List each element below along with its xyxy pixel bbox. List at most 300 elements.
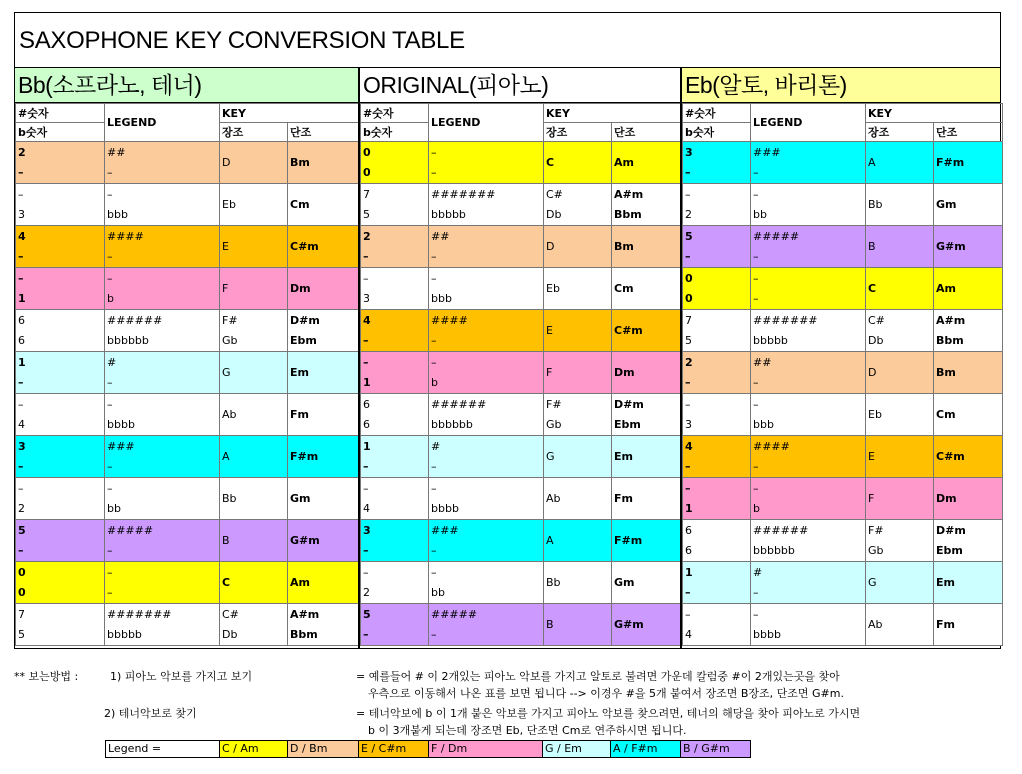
major-key: F: [868, 492, 875, 505]
sharp-count: 2: [685, 356, 693, 369]
header-major: 장조: [866, 123, 934, 142]
accidental-count-cell: [683, 436, 751, 478]
major-key-cell: [544, 184, 612, 226]
flat-count: 1: [685, 502, 693, 515]
accidental-count-cell: [683, 226, 751, 268]
flat-signs: b: [753, 502, 760, 515]
minor-key-cell: [288, 310, 359, 352]
minor-key: F#m: [614, 534, 643, 547]
minor-key: C#m: [290, 240, 319, 253]
major-key-cell: [544, 226, 612, 268]
major-key-cell: [220, 394, 288, 436]
flat-count: 3: [18, 208, 25, 221]
legend-cell: [751, 184, 866, 226]
major-key: D: [868, 366, 877, 379]
major-key-alt: Gb: [222, 334, 238, 347]
minor-key: Gm: [614, 576, 635, 589]
major-key-cell: [544, 394, 612, 436]
legend-cell: [429, 520, 544, 562]
table-row: [683, 184, 1003, 226]
legend-cell: [429, 562, 544, 604]
flat-count: 6: [18, 334, 25, 347]
flat-count: 2: [18, 502, 25, 515]
sharp-signs: #####: [431, 608, 478, 621]
minor-key: Dm: [614, 366, 635, 379]
major-key: C#: [222, 608, 239, 621]
flat-count: 4: [363, 502, 370, 515]
minor-key-cell: [288, 562, 359, 604]
header-sharp-count: #숫자: [16, 104, 105, 123]
legend-cell: [751, 352, 866, 394]
minor-key-cell: [934, 142, 1003, 184]
sharp-count: 3: [363, 524, 371, 537]
minor-key: G#m: [290, 534, 320, 547]
header-minor: 단조: [934, 123, 1003, 142]
legend-bar: [105, 740, 751, 758]
note-item-2-line-1: = 테너악보에 b 이 1개 붙은 악보를 가지고 피아노 악보를 찾으려면, 테너의 해당을 찾아 피아노로 가시면: [356, 707, 861, 720]
minor-key-cell: [288, 478, 359, 520]
table-row: [16, 142, 359, 184]
accidental-count-cell: [16, 310, 105, 352]
accidental-count-cell: [16, 604, 105, 646]
table-row: [16, 562, 359, 604]
sharp-signs: –: [107, 482, 113, 495]
major-key-cell: [220, 226, 288, 268]
major-key-cell: [866, 436, 934, 478]
sharp-count: 7: [685, 314, 692, 327]
notes-label: ** 보는방법 :: [14, 670, 79, 683]
flat-signs: –: [753, 292, 759, 305]
major-key: B: [222, 534, 230, 547]
header-row: [683, 104, 1003, 123]
accidental-count-cell: [683, 268, 751, 310]
accidental-count-cell: [361, 478, 429, 520]
flat-count: 5: [685, 334, 692, 347]
sharp-signs: ###: [753, 146, 781, 159]
flat-signs: –: [431, 460, 437, 473]
major-key: E: [868, 450, 875, 463]
legend-cell: [751, 268, 866, 310]
major-key-cell: [220, 562, 288, 604]
sharp-signs: ##: [107, 146, 126, 159]
major-key: D: [546, 240, 555, 253]
minor-key: Dm: [290, 282, 311, 295]
table-row: [361, 226, 683, 268]
flat-count: 6: [685, 544, 692, 557]
sharp-count: 2: [18, 146, 26, 159]
flat-count: 4: [18, 418, 25, 431]
accidental-count-cell: [361, 604, 429, 646]
legend-cell: [429, 310, 544, 352]
major-key-cell: [220, 310, 288, 352]
table-row: [16, 226, 359, 268]
sharp-count: 0: [685, 272, 693, 285]
minor-key-cell: [612, 268, 683, 310]
minor-key-cell: [612, 604, 683, 646]
accidental-count-cell: [361, 268, 429, 310]
sharp-signs: #####: [107, 524, 154, 537]
accidental-count-cell: [683, 520, 751, 562]
sharp-signs: ######: [431, 398, 487, 411]
legend-cell: [105, 310, 220, 352]
header-key: KEY: [866, 104, 1003, 123]
sharp-count: –: [18, 398, 24, 411]
major-key: Bb: [222, 492, 237, 505]
major-key: Eb: [868, 408, 882, 421]
table-row: [16, 310, 359, 352]
flat-count: –: [363, 460, 369, 473]
legend-cell: [429, 436, 544, 478]
header-major: 장조: [220, 123, 288, 142]
minor-key-cell: [288, 226, 359, 268]
major-key-cell: [866, 562, 934, 604]
major-key: Bb: [868, 198, 883, 211]
minor-key-alt: Ebm: [936, 544, 963, 557]
flat-signs: –: [753, 250, 759, 263]
minor-key: Cm: [936, 408, 956, 421]
sharp-count: –: [685, 398, 691, 411]
legend-cell: [105, 604, 220, 646]
minor-key: Dm: [936, 492, 957, 505]
major-key-cell: [544, 562, 612, 604]
table-row: [16, 604, 359, 646]
major-key-alt: Db: [222, 628, 238, 641]
sharp-signs: –: [107, 272, 113, 285]
major-key: G: [546, 450, 555, 463]
sharp-count: 6: [363, 398, 370, 411]
flat-signs: bbbb: [753, 628, 781, 641]
major-key: Bb: [546, 576, 561, 589]
legend-cell: [751, 520, 866, 562]
header-major: 장조: [544, 123, 612, 142]
flat-count: –: [18, 460, 24, 473]
table-row: [361, 142, 683, 184]
table-row: [683, 478, 1003, 520]
minor-key-alt: Bbm: [936, 334, 964, 347]
note-item-1-line-1: = 예를들어 # 이 2개있는 피아노 악보를 가지고 알토로 불려면 가운데 칼럼중 #이 2개있는곳을 찾아: [356, 670, 840, 683]
flat-count: 3: [685, 418, 692, 431]
minor-key: Em: [290, 366, 309, 379]
legend-cell: [105, 268, 220, 310]
legend-cell: [105, 394, 220, 436]
flat-signs: bbbb: [107, 418, 135, 431]
major-key-cell: [866, 310, 934, 352]
flat-count: –: [18, 250, 24, 263]
major-key-cell: [544, 520, 612, 562]
flat-signs: –: [107, 376, 113, 389]
sharp-count: 7: [363, 188, 370, 201]
flat-signs: –: [107, 460, 113, 473]
minor-key: F#m: [936, 156, 965, 169]
sharp-count: –: [363, 566, 369, 579]
minor-key: D#m: [290, 314, 320, 327]
minor-key: Am: [936, 282, 956, 295]
major-key: B: [546, 618, 554, 631]
flat-signs: –: [431, 250, 437, 263]
flat-count: 6: [363, 418, 370, 431]
sharp-count: 4: [18, 230, 26, 243]
major-key-cell: [220, 604, 288, 646]
flat-signs: b: [107, 292, 114, 305]
legend-swatch: B / G#m: [681, 741, 750, 757]
minor-key-cell: [612, 184, 683, 226]
flat-signs: –: [753, 166, 759, 179]
flat-signs: –: [107, 586, 113, 599]
legend-swatch: D / Bm: [288, 741, 359, 757]
header-sharp-count: #숫자: [683, 104, 751, 123]
minor-key: Bm: [936, 366, 956, 379]
minor-key-cell: [288, 436, 359, 478]
accidental-count-cell: [361, 226, 429, 268]
minor-key-cell: [288, 394, 359, 436]
major-key: Ab: [222, 408, 237, 421]
page-title: SAXOPHONE KEY CONVERSION TABLE: [15, 13, 1000, 68]
legend-cell: [105, 562, 220, 604]
accidental-count-cell: [683, 142, 751, 184]
accidental-count-cell: [16, 562, 105, 604]
minor-key-cell: [612, 520, 683, 562]
legend-cell: [105, 226, 220, 268]
accidental-count-cell: [16, 142, 105, 184]
table-row: [16, 436, 359, 478]
accidental-count-cell: [683, 352, 751, 394]
legend-cell: [105, 436, 220, 478]
major-key: A: [868, 156, 876, 169]
sharp-count: –: [363, 356, 369, 369]
flat-count: 0: [363, 166, 371, 179]
major-key-cell: [220, 142, 288, 184]
sharp-signs: ####: [107, 230, 144, 243]
major-key: C: [546, 156, 555, 169]
table-row: [16, 520, 359, 562]
minor-key: Am: [614, 156, 634, 169]
flat-signs: bbbbb: [753, 334, 788, 347]
major-key-alt: Gb: [868, 544, 884, 557]
minor-key-cell: [612, 478, 683, 520]
flat-signs: –: [107, 166, 113, 179]
minor-key-cell: [934, 226, 1003, 268]
flat-count: 2: [685, 208, 692, 221]
flat-signs: –: [431, 166, 437, 179]
sharp-signs: –: [431, 146, 437, 159]
legend-cell: [751, 604, 866, 646]
table-row: [361, 394, 683, 436]
minor-key-cell: [288, 142, 359, 184]
major-key: F: [546, 366, 553, 379]
major-key: G: [222, 366, 231, 379]
minor-key: Cm: [290, 198, 310, 211]
legend-cell: [105, 142, 220, 184]
minor-key: Am: [290, 576, 310, 589]
header-minor: 단조: [288, 123, 359, 142]
legend-swatch: F / Dm: [429, 741, 543, 757]
minor-key-cell: [612, 142, 683, 184]
table-row: [683, 310, 1003, 352]
legend-cell: [105, 352, 220, 394]
flat-count: –: [18, 376, 24, 389]
major-key: B: [868, 240, 876, 253]
table-row: [683, 268, 1003, 310]
sharp-count: –: [18, 272, 24, 285]
sharp-count: 3: [685, 146, 693, 159]
sharp-count: 1: [18, 356, 26, 369]
accidental-count-cell: [361, 142, 429, 184]
table-row: [683, 562, 1003, 604]
sharp-count: 5: [18, 524, 26, 537]
accidental-count-cell: [683, 310, 751, 352]
accidental-count-cell: [16, 184, 105, 226]
sharp-signs: #######: [753, 314, 818, 327]
section-0: [15, 68, 358, 648]
flat-count: 0: [685, 292, 693, 305]
major-key: C: [868, 282, 877, 295]
minor-key-cell: [934, 268, 1003, 310]
flat-signs: –: [753, 376, 759, 389]
major-key-cell: [866, 352, 934, 394]
note-item-1-line-2: 우측으로 이동해서 나온 표를 보면 됩니다 --> 이경우 #을 5개 붙여서 장조면 B장조, 단조면 G#m.: [368, 687, 844, 700]
flat-count: –: [363, 250, 369, 263]
flat-count: –: [363, 628, 369, 641]
minor-key: A#m: [614, 188, 644, 201]
sharp-count: 4: [363, 314, 371, 327]
minor-key-cell: [288, 184, 359, 226]
legend-cell: [751, 394, 866, 436]
header-row: [361, 104, 683, 123]
major-key-cell: [220, 478, 288, 520]
header-legend: LEGEND: [105, 104, 220, 142]
accidental-count-cell: [16, 352, 105, 394]
note-item-2: 2) 테너악보로 찾기: [104, 707, 197, 720]
minor-key-cell: [612, 310, 683, 352]
sharp-count: –: [685, 188, 691, 201]
accidental-count-cell: [16, 226, 105, 268]
legend-swatch: G / Em: [543, 741, 611, 757]
legend-cell: [429, 478, 544, 520]
minor-key: D#m: [936, 524, 966, 537]
legend-cell: [429, 226, 544, 268]
sharp-signs: –: [431, 272, 437, 285]
table-row: [361, 604, 683, 646]
accidental-count-cell: [16, 436, 105, 478]
sharp-signs: #: [431, 440, 441, 453]
legend-swatch: C / Am: [220, 741, 288, 757]
sharp-signs: –: [107, 566, 113, 579]
flat-signs: –: [753, 586, 759, 599]
flat-signs: bb: [107, 502, 121, 515]
header-sharp-count: #숫자: [361, 104, 429, 123]
minor-key-cell: [612, 226, 683, 268]
accidental-count-cell: [16, 520, 105, 562]
minor-key: Fm: [614, 492, 633, 505]
major-key-cell: [544, 352, 612, 394]
minor-key: Gm: [290, 492, 311, 505]
accidental-count-cell: [16, 268, 105, 310]
minor-key: Fm: [936, 618, 955, 631]
table-row: [16, 352, 359, 394]
sharp-count: 1: [685, 566, 693, 579]
table-row: [361, 436, 683, 478]
table-row: [683, 436, 1003, 478]
minor-key-cell: [934, 184, 1003, 226]
major-key-cell: [544, 310, 612, 352]
major-key: D: [222, 156, 231, 169]
major-key: Eb: [222, 198, 236, 211]
table-row: [683, 226, 1003, 268]
flat-signs: bbbbb: [107, 628, 142, 641]
accidental-count-cell: [361, 520, 429, 562]
flat-count: –: [363, 544, 369, 557]
minor-key-cell: [934, 352, 1003, 394]
flat-count: –: [685, 166, 691, 179]
table-row: [16, 478, 359, 520]
flat-count: 1: [363, 376, 371, 389]
major-key-cell: [866, 478, 934, 520]
legend-cell: [429, 352, 544, 394]
major-key: Eb: [546, 282, 560, 295]
flat-signs: bbbbbb: [107, 334, 149, 347]
accidental-count-cell: [16, 394, 105, 436]
sharp-signs: ######: [107, 314, 163, 327]
legend-cell: [751, 436, 866, 478]
flat-count: –: [363, 334, 369, 347]
legend-cell: [429, 184, 544, 226]
sharp-signs: #######: [431, 188, 496, 201]
legend-cell: [429, 268, 544, 310]
sharp-count: 4: [685, 440, 693, 453]
legend-swatch: E / C#m: [359, 741, 429, 757]
minor-key: Em: [936, 576, 955, 589]
sharp-signs: –: [107, 188, 113, 201]
flat-count: –: [18, 166, 24, 179]
flat-signs: –: [431, 628, 437, 641]
sharp-signs: –: [753, 608, 759, 621]
sharp-signs: ###: [431, 524, 459, 537]
flat-signs: bbb: [431, 292, 452, 305]
sharp-signs: –: [753, 272, 759, 285]
table-row: [361, 352, 683, 394]
flat-signs: bbb: [753, 418, 774, 431]
section-2: [680, 68, 1000, 648]
sharp-count: –: [685, 608, 691, 621]
sharp-count: –: [363, 272, 369, 285]
minor-key: Bm: [614, 240, 634, 253]
table-row: [361, 478, 683, 520]
table-row: [683, 520, 1003, 562]
major-key-cell: [220, 268, 288, 310]
table-row: [683, 352, 1003, 394]
flat-signs: bbb: [107, 208, 128, 221]
minor-key: D#m: [614, 398, 644, 411]
legend-cell: [429, 604, 544, 646]
flat-signs: –: [431, 544, 437, 557]
legend-cell: [105, 520, 220, 562]
major-key-cell: [866, 184, 934, 226]
major-key-cell: [544, 436, 612, 478]
major-key: Ab: [868, 618, 883, 631]
minor-key: Cm: [614, 282, 634, 295]
flat-signs: –: [107, 250, 113, 263]
legend-cell: [751, 226, 866, 268]
sharp-signs: –: [431, 482, 437, 495]
header-flat-count: b숫자: [361, 123, 429, 142]
section-title: Bb(소프라노, 테너): [15, 68, 358, 103]
sharp-signs: –: [753, 398, 759, 411]
sharp-signs: –: [753, 482, 759, 495]
major-key: F#: [222, 314, 238, 327]
major-key: A: [222, 450, 230, 463]
table-row: [361, 184, 683, 226]
table-row: [16, 268, 359, 310]
